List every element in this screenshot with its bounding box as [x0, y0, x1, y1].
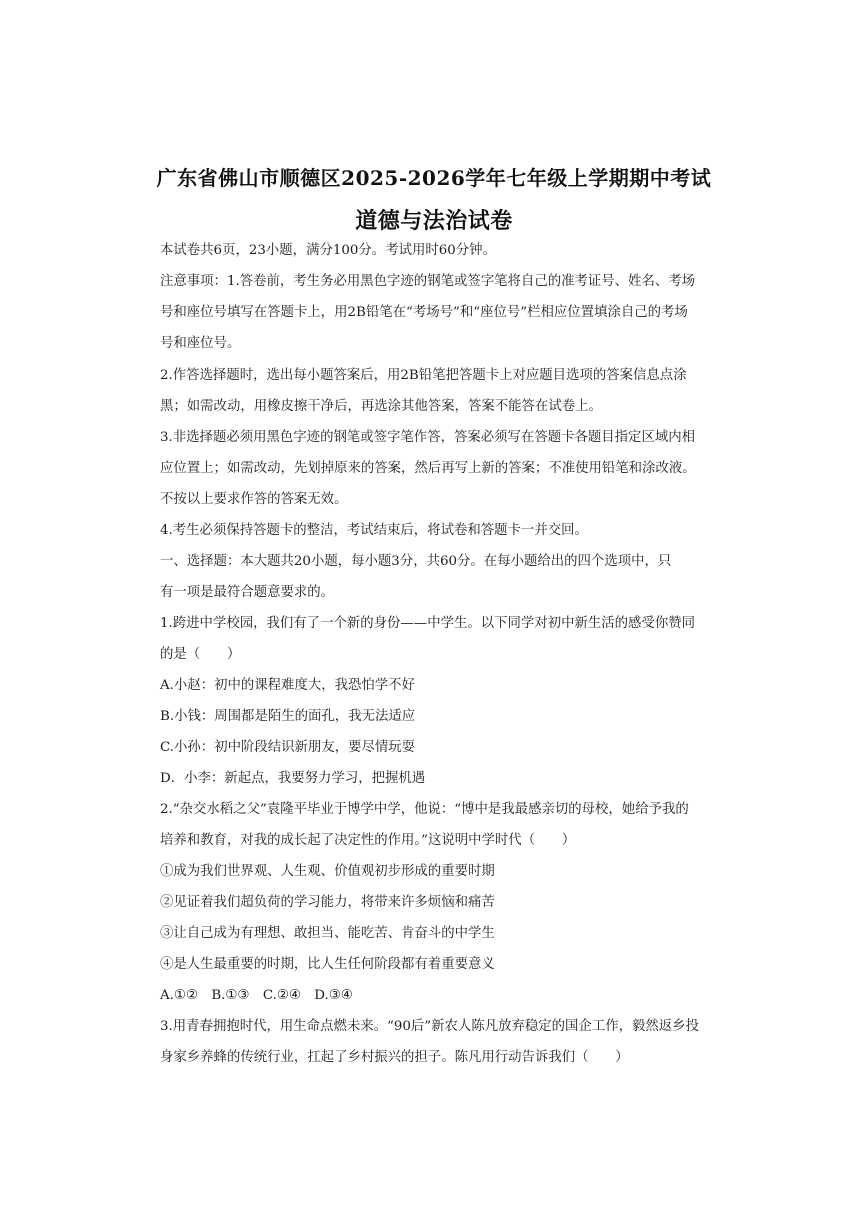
question-line: 身家乡养蜂的传统行业，扛起了乡村振兴的担子。陈凡用行动告诉我们（ ） [160, 1050, 629, 1065]
option-line: B.小钱：周围都是陌生的面孔，我无法适应 [160, 709, 416, 724]
exam-title: 广东省佛山市顺德区2025-2026学年七年级上学期期中考试 [156, 166, 712, 190]
notice-line: 3.非选择题必须用黑色字迹的钢笔或签字笔作答，答案必须写在答题卡各题目指定区域内相 [160, 430, 696, 445]
statement-line: ①成为我们世界观、人生观、价值观初步形成的重要时期 [160, 864, 495, 879]
section-heading-line: 有一项是最符合题意要求的。 [160, 585, 335, 600]
statement-line: ④是人生最重要的时期，比人生任何阶段都有着重要意义 [160, 957, 495, 972]
notice-line: 号和座位号填写在答题卡上，用2B铅笔在“考场号”和“座位号”栏相应位置填涂自己的考场 [160, 305, 688, 320]
question-line: 的是（ ） [160, 647, 241, 662]
notice-line: 号和座位号。 [160, 336, 241, 351]
exam-info-line: 本试卷共6页，23小题，满分100分。考试用时60分钟。 [160, 243, 496, 258]
statement-line: ③让自己成为有理想、敢担当、能吃苦、肯奋斗的中学生 [160, 926, 495, 941]
question-line: 3.用青春拥抱时代，用生命点燃未来。“90后”新农人陈凡放弃稳定的国企工作，毅然返乡投 [160, 1019, 699, 1034]
question-line: 培养和教育，对我的成长起了决定性的作用。”这说明中学时代（ ） [160, 833, 576, 848]
notice-line: 注意事项：1.答卷前，考生务必用黑色字迹的钢笔或签字笔将自己的准考证号、姓名、考场 [160, 274, 696, 289]
option-line: A.小赵：初中的课程难度大，我恐怕学不好 [160, 678, 415, 693]
option-line: C.小孙：初中阶段结识新朋友，要尽情玩耍 [160, 740, 416, 755]
statement-line: ②见证着我们超负荷的学习能力，将带来许多烦恼和痛苦 [160, 895, 495, 910]
section-heading-line: 一、选择题：本大题共20小题，每小题3分，共60分。在每小题给出的四个选项中，只 [160, 554, 672, 569]
notice-line: 黑；如需改动，用橡皮擦干净后，再选涂其他答案，答案不能答在试卷上。 [160, 399, 602, 414]
option-line: A.①② B.①③ C.②④ D.③④ [160, 988, 353, 1003]
notice-line: 4.考生必须保持答题卡的整洁，考试结束后，将试卷和答题卡一并交回。 [160, 523, 588, 538]
question-line: 1.跨进中学校园，我们有了一个新的身份——中学生。以下同学对初中新生活的感受你赞同 [160, 616, 696, 631]
option-line: D．小李：新起点，我要努力学习，把握机遇 [160, 771, 426, 786]
notice-line: 应位置上；如需改动，先划掉原来的答案，然后再写上新的答案；不准使用铅笔和涂改液。 [160, 461, 696, 476]
question-line: 2.“杂交水稻之父”袁隆平毕业于博学中学，他说：“博中是我最感亲切的母校，她给予我的 [160, 802, 689, 817]
notice-line: 不按以上要求作答的答案无效。 [160, 492, 348, 507]
exam-subtitle: 道德与法治试卷 [355, 208, 513, 234]
notice-line: 2.作答选择题时，选出每小题答案后，用2B铅笔把答题卡上对应题目选项的答案信息点涂 [160, 368, 687, 383]
